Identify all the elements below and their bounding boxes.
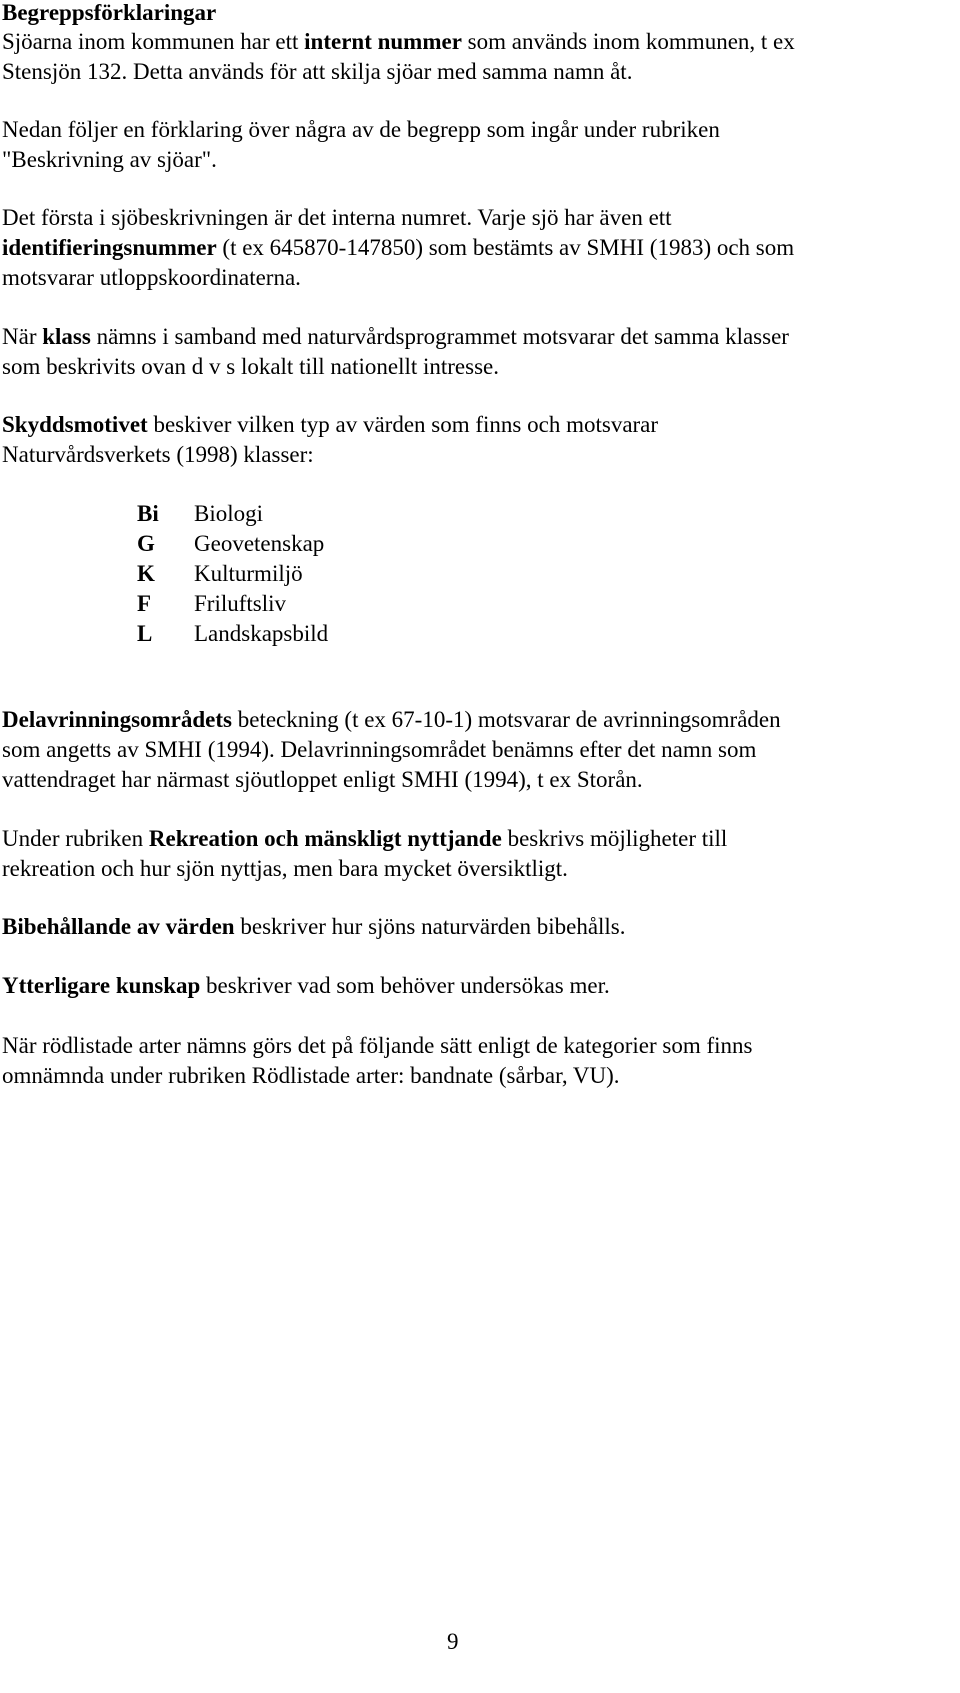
class-label: Geovetenskap (194, 531, 325, 556)
paragraph-preservation (2, 912, 952, 942)
text-line (2, 705, 952, 735)
text-run: som används inom kommunen, t ex (461, 29, 795, 54)
text-run: (t ex 645870-147850) som bestämts av SMHI (1983) och som (216, 235, 795, 260)
text-line: Det första i sjöbeskrivningen är det interna numret. Varje sjö har även ett (2, 205, 672, 230)
text-line: Naturvårdsverkets (1998) klasser: (2, 442, 314, 467)
text-line (2, 322, 952, 352)
text-line (2, 824, 952, 854)
class-row-landskapsbild (137, 619, 328, 649)
paragraph-protection-motive (2, 410, 952, 470)
class-row-friluftsliv (137, 589, 328, 619)
text-line: motsvarar utloppskoordinaterna. (2, 265, 301, 290)
paragraph-further-knowledge (2, 971, 952, 1001)
class-label: Biologi (194, 501, 264, 526)
paragraph-class (2, 322, 952, 382)
paragraph-recreation (2, 824, 952, 884)
term-delavrinningsomradets: Delavrinningsområdets (2, 707, 232, 732)
text-run: nämns i samband med naturvårdsprogrammet motsvarar det samma klasser (90, 324, 789, 349)
text-line (2, 27, 952, 57)
text-line: När rödlistade arter nämns görs det på följande sätt enligt de kategorier som finns (2, 1033, 753, 1058)
text-line: Nedan följer en förklaring över några av de begrepp som ingår under rubriken (2, 117, 720, 142)
text-line (2, 971, 952, 1001)
text-line (2, 912, 952, 942)
text-run: beskriver vad som behöver undersökas mer. (200, 973, 610, 998)
class-code: G (137, 531, 155, 556)
text-line (2, 410, 952, 440)
term-rekreation: Rekreation och mänskligt nyttjande (148, 826, 502, 851)
term-bibehallande: Bibehållande av värden (2, 914, 235, 939)
class-code: K (137, 561, 155, 586)
paragraph-internal-number (2, 27, 952, 87)
class-code: L (137, 621, 153, 646)
text-line: omnämnda under rubriken Rödlistade arter: bandnate (sårbar, VU). (2, 1063, 620, 1088)
paragraph-identification-number (2, 203, 952, 293)
term-internt-nummer: internt nummer (304, 29, 462, 54)
class-row-geovetenskap (137, 529, 328, 559)
text-line (2, 233, 952, 263)
text-run: Under rubriken (2, 826, 149, 851)
text-run: När (2, 324, 43, 349)
class-label: Friluftsliv (194, 591, 287, 616)
paragraph-sub-catchment (2, 705, 952, 795)
term-ytterligare-kunskap: Ytterligare kunskap (2, 973, 201, 998)
text-run: beskriver hur sjöns naturvärden bibehålls. (234, 914, 626, 939)
class-label: Kulturmiljö (194, 561, 303, 586)
paragraph-intro (2, 115, 952, 175)
class-code: F (137, 591, 152, 616)
class-label: Landskapsbild (194, 621, 329, 646)
page-number: 9 (447, 1629, 459, 1654)
text-line: rekreation och hur sjön nyttjas, men bara mycket översiktligt. (2, 856, 568, 881)
text-run: Sjöarna inom kommunen har ett (2, 29, 305, 54)
class-row-kulturmiljo (137, 559, 328, 589)
text-line: som angetts av SMHI (1994). Delavrinningsområdet benämns efter det namn som (2, 737, 757, 762)
text-line: "Beskrivning av sjöar". (2, 147, 217, 172)
paragraph-red-listed (2, 1031, 952, 1091)
text-run: beteckning (t ex 67-10-1) motsvarar de avrinningsområden (232, 707, 781, 732)
class-code: Bi (137, 501, 159, 526)
text-line: vattendraget har närmast sjöutloppet enligt SMHI (1994), t ex Storån. (2, 767, 643, 792)
term-identifieringsnummer: identifieringsnummer (2, 235, 217, 260)
protection-class-list (137, 499, 328, 649)
term-klass: klass (42, 324, 91, 349)
text-run: beskrivs möjligheter till (501, 826, 728, 851)
text-line: som beskrivits ovan d v s lokalt till nationellt intresse. (2, 354, 500, 379)
text-line: Stensjön 132. Detta används för att skilja sjöar med samma namn åt. (2, 59, 633, 84)
class-row-biologi (137, 499, 328, 529)
section-heading: Begreppsförklaringar (2, 0, 217, 25)
term-skyddsmotivet: Skyddsmotivet (2, 412, 148, 437)
text-run: beskiver vilken typ av värden som finns och motsvarar (147, 412, 659, 437)
